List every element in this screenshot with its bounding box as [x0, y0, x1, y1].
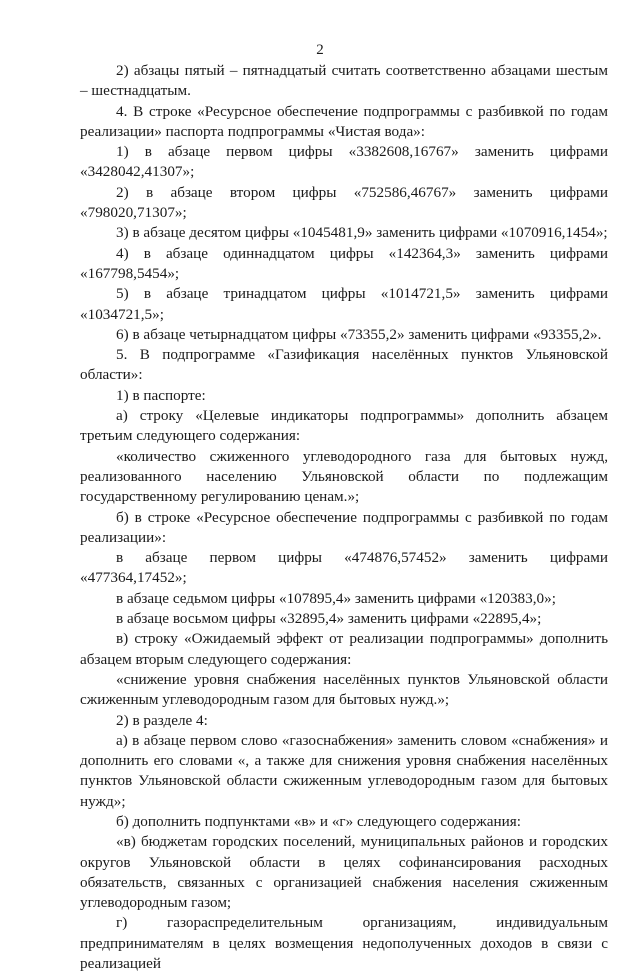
- paragraph: 1) в абзаце первом цифры «3382608,16767» заменить цифрами «3428042,41307»;: [80, 143, 608, 181]
- paragraph: 2) в абзаце втором цифры «752586,46767» заменить цифрами «798020,71307»;: [80, 183, 608, 222]
- page-number: 2: [316, 42, 324, 58]
- paragraph: 5. В подпрограмме «Газификация населённых пунктов Ульяновской области»:: [80, 346, 608, 384]
- paragraph: в абзаце седьмом цифры «107895,4» заменить цифрами «120383,0»;: [116, 589, 556, 607]
- paragraph: б) в строке «Ресурсное обеспечение подпрограммы с разбивкой по годам реализации»:: [80, 508, 608, 546]
- document-body: [80, 61, 608, 974]
- paragraph: 2) абзацы пятый – пятнадцатый считать соответственно абзацами шестым – шестнадцатым.: [80, 62, 608, 100]
- paragraph: «количество сжиженного углеводородного газа для бытовых нужд, реализованного населению Ульяновской области по подлежащим государственному регулированию ценам.»;: [80, 447, 608, 506]
- paragraph: «в) бюджетам городских поселений, муниципальных районов и городских округов Ульяновской области в целях софинансирования расходных обязательств, связанных с организацией снабжения населения сжиженным углеводородным газом;: [80, 833, 608, 912]
- paragraph: а) в абзаце первом слово «газоснабжения» заменить словом «снабжения» и дополнить его словами «, а также для снижения уровня снабжения населённых пунктов Ульяновской области сжиженным углеводородным газом для бытовых нужд»;: [80, 731, 608, 810]
- paragraph: в абзаце первом цифры «474876,57452» заменить цифрами «477364,17452»;: [80, 549, 608, 587]
- paragraph: 2) в разделе 4:: [116, 711, 208, 729]
- paragraph: 4) в абзаце одиннадцатом цифры «142364,3» заменить цифрами «167798,5454»;: [80, 244, 608, 282]
- paragraph: а) строку «Целевые индикаторы подпрограммы» дополнить абзацем третьим следующего содержания:: [80, 407, 608, 445]
- paragraph: «снижение уровня снабжения населённых пунктов Ульяновской области сжиженным углеводородным газом для бытовых нужд.»;: [80, 670, 608, 709]
- paragraph: 1) в паспорте:: [116, 386, 206, 404]
- paragraph: 5) в абзаце тринадцатом цифры «1014721,5» заменить цифрами «1034721,5»;: [80, 285, 608, 323]
- paragraph: 6) в абзаце четырнадцатом цифры «73355,2» заменить цифрами «93355,2».: [116, 325, 602, 343]
- paragraph: 3) в абзаце десятом цифры «1045481,9» заменить цифрами «1070916,1454»;: [116, 224, 608, 242]
- paragraph: 4. В строке «Ресурсное обеспечение подпрограммы с разбивкой по годам реализации» паспорта подпрограммы «Чистая вода»:: [80, 102, 608, 140]
- paragraph: в абзаце восьмом цифры «32895,4» заменить цифрами «22895,4»;: [116, 610, 542, 628]
- paragraph: в) строку «Ожидаемый эффект от реализации подпрограммы» дополнить абзацем вторым следующего содержания:: [80, 630, 608, 668]
- paragraph: б) дополнить подпунктами «в» и «г» следующего содержания:: [116, 812, 521, 830]
- paragraph: г) газораспределительным организациям, индивидуальным предпринимателям в целях возмещения недополученных доходов в связи с реализацией: [80, 914, 608, 973]
